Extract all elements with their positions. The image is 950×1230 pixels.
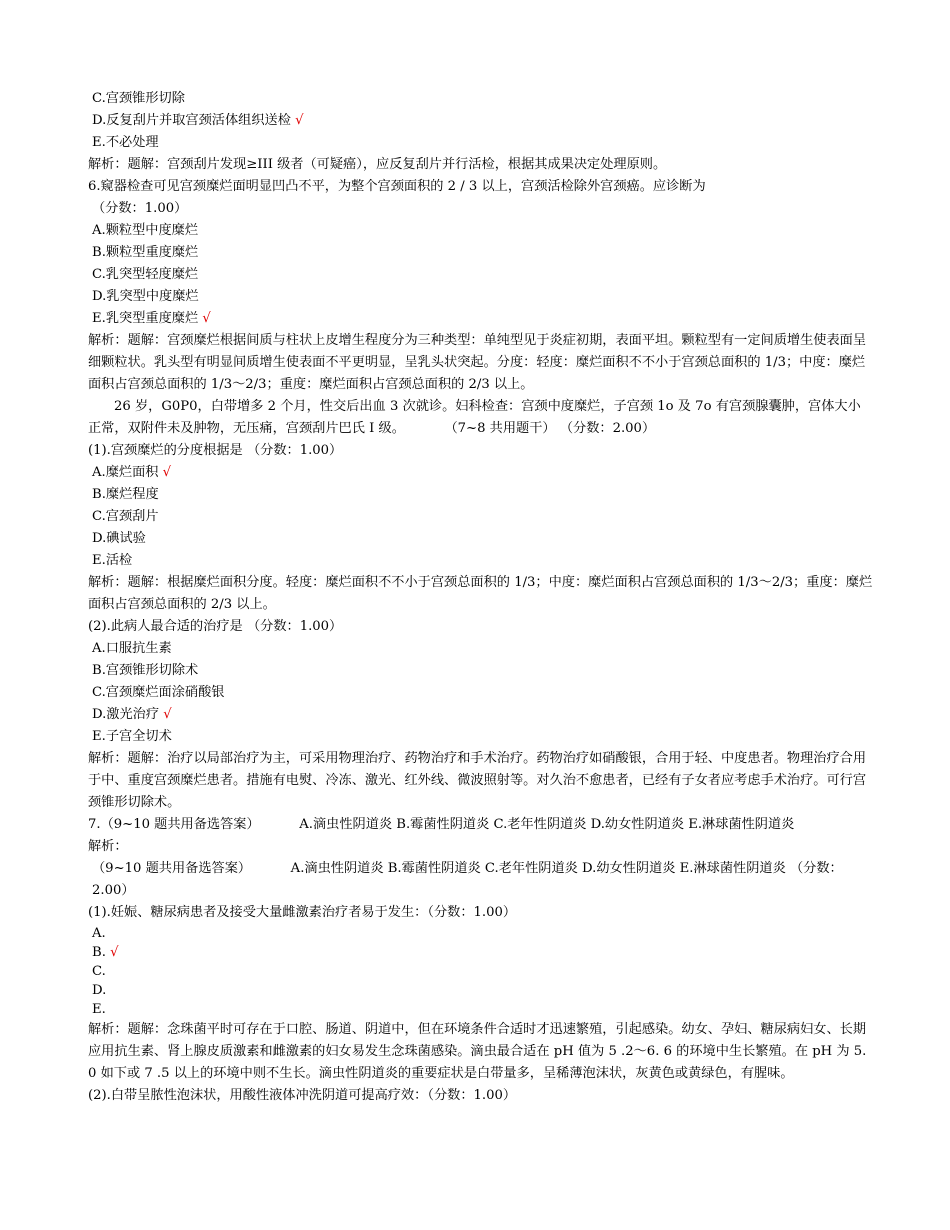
analysis: 解析：题解：治疗以局部治疗为主，可采用物理治疗、药物治疗和手术治疗。药物治疗如硝酸银，合用于轻、中度患者。物理治疗合用于中、重度宫颈糜烂患者。措施有电熨、冷冻、激光、红外线、微波照射等。对久治不愈患者，已经有子女者应考虑手术治疗。可行宫颈锥形切除术。 xyxy=(88,751,867,810)
option-text: D.碘试验 xyxy=(92,531,146,546)
analysis: 解析：题解：宫颈刮片发现≥III 级者（可疑癌），应反复刮片并行活检，根据其成果决定处理原则。 xyxy=(88,157,667,172)
case-score: （分数：2.00） xyxy=(559,421,656,436)
option-b xyxy=(88,484,873,506)
group-choices: A.滴虫性阴道炎 B.霉菌性阴道炎 C.老年性阴道炎 D.幼女性阴道炎 E.淋球菌性阴道炎 xyxy=(290,861,786,876)
option-e xyxy=(88,550,873,572)
check-mark-icon: √ xyxy=(162,465,172,480)
option-text: D.反复刮片并取宫颈活体组织送检 xyxy=(92,113,291,128)
analysis: 解析：题解：根据糜烂面积分度。轻度：糜烂面积不不小于宫颈总面积的 1/3；中度：糜烂面积占宫颈总面积的 1/3～2/3；重度：糜烂面积占宫颈总面积的 2/3 以上。 xyxy=(88,575,873,612)
question-score: （分数：1.00） xyxy=(92,201,188,216)
analysis: 解析：题解：宫颈糜烂根据间质与柱状上皮增生程度分为三种类型：单纯型见于炎症初期，表面平坦。颗粒型有一定间质增生使表面呈细颗粒状。乳头型有明显间质增生使表面不平更明显，呈乳头状突起。分度：轻度：糜烂面积不不小于宫颈总面积的 1/3；中度：糜烂面积占宫颈总面积的 1/3～2/3；重度：糜烂面积占宫颈总面积的 2/3 以上。 xyxy=(88,333,867,392)
option-b xyxy=(88,943,873,962)
group-title: （9~10 题共用备选答案） xyxy=(92,861,252,876)
question-7 xyxy=(88,814,873,836)
option-text: C.宫颈锥形切除 xyxy=(92,91,185,106)
option-text: A.颗粒型中度糜烂 xyxy=(92,223,199,238)
option-c xyxy=(88,962,873,981)
option-text: B.颗粒型重度糜烂 xyxy=(92,245,199,260)
option-c xyxy=(88,88,873,110)
check-mark-icon: √ xyxy=(202,311,211,326)
option-a xyxy=(88,462,873,484)
option-text: C. xyxy=(92,964,106,979)
option-text: B.糜烂程度 xyxy=(92,487,159,502)
question-6: 6.窥器检查可见宫颈糜烂面明显凹凸不平，为整个宫颈面积的 2 / 3 以上，宫颈活检除外宫颈癌。应诊断为 xyxy=(88,179,706,194)
case-stem xyxy=(88,396,873,440)
option-e xyxy=(88,132,873,154)
option-text: E.不必处理 xyxy=(92,135,159,150)
group-header xyxy=(88,858,873,902)
check-mark-icon: √ xyxy=(110,945,119,960)
document-page xyxy=(88,88,873,1107)
option-text: B. xyxy=(92,945,106,960)
shared-choices: A.滴虫性阴道炎 B.霉菌性阴道炎 C.老年性阴道炎 D.幼女性阴道炎 E.淋球菌性阴道炎 xyxy=(299,817,795,832)
sub-question-7-2: (2).白带呈脓性泡沫状，用酸性液体冲洗阴道可提高疗效：（分数：1.00） xyxy=(88,1088,517,1103)
option-d xyxy=(88,981,873,1000)
option-text: D.乳突型中度糜烂 xyxy=(92,289,199,304)
option-b xyxy=(88,660,873,682)
option-d xyxy=(88,528,873,550)
option-text: C.乳突型轻度糜烂 xyxy=(92,267,199,282)
option-text: D. xyxy=(92,983,107,998)
option-b xyxy=(88,242,873,264)
option-text: A. xyxy=(92,926,106,941)
case-text: 26 岁，G0P0，白带增多 2 个月，性交后出血 3 次就诊。妇科检查：宫颈中度糜烂，子宫颈 1o 及 7o 有宫颈腺囊肿，宫体大小正常，双附件未及肿物，无压痛，宫颈刮片巴氏 I 级。 xyxy=(88,399,861,436)
sub-question-2: (2).此病人最合适的治疗是 （分数：1.00） xyxy=(88,619,343,634)
option-c xyxy=(88,682,873,704)
analysis: 解析：题解：念珠菌平时可存在于口腔、肠道、阴道中，但在环境条件合适时才迅速繁殖，引起感染。幼女、孕妇、糖尿病妇女、长期应用抗生素、肾上腺皮质激素和雌激素的妇女易发生念珠菌感染。滴虫最合适在 pH 值为 5 .2～6. 6 的环境中生长繁殖。在 pH 为 5. 0 如下或 7 .5 以上的环境中则不生长。滴虫性阴道炎的重要症状是白带量多，呈稀薄泡沫状，灰黄色或黄绿色，有腥味。 xyxy=(88,1022,867,1081)
option-e xyxy=(88,726,873,748)
option-d xyxy=(88,110,873,132)
option-text: A.糜烂面积 xyxy=(92,465,159,480)
question-text: 7.（9~10 题共用备选答案） xyxy=(88,817,260,832)
option-c xyxy=(88,506,873,528)
check-mark-icon: √ xyxy=(295,113,304,128)
option-text: C.宫颈糜烂面涂硝酸银 xyxy=(92,685,225,700)
option-a xyxy=(88,220,873,242)
group-score: （分数：2.00） xyxy=(92,861,843,898)
option-text: E. xyxy=(92,1002,106,1017)
option-a xyxy=(88,638,873,660)
option-d xyxy=(88,286,873,308)
option-c xyxy=(88,264,873,286)
option-e xyxy=(88,308,873,330)
sub-question-7-1: (1).妊娠、糖尿病患者及接受大量雌激素治疗者易于发生：（分数：1.00） xyxy=(88,905,517,920)
case-range: （7~8 共用题干） xyxy=(444,421,556,436)
option-text: A.口服抗生素 xyxy=(92,641,172,656)
option-a xyxy=(88,924,873,943)
sub-question-1: (1).宫颈糜烂的分度根据是 （分数：1.00） xyxy=(88,443,343,458)
option-e xyxy=(88,1000,873,1019)
option-d xyxy=(88,704,873,726)
option-text: E.子宫全切术 xyxy=(92,729,172,744)
option-text: E.活检 xyxy=(92,553,133,568)
analysis-label: 解析： xyxy=(88,839,128,854)
option-text: B.宫颈锥形切除术 xyxy=(92,663,199,678)
option-text: D.激光治疗 xyxy=(92,707,160,722)
option-text: C.宫颈刮片 xyxy=(92,509,159,524)
check-mark-icon: √ xyxy=(163,707,172,722)
option-text: E.乳突型重度糜烂 xyxy=(92,311,199,326)
